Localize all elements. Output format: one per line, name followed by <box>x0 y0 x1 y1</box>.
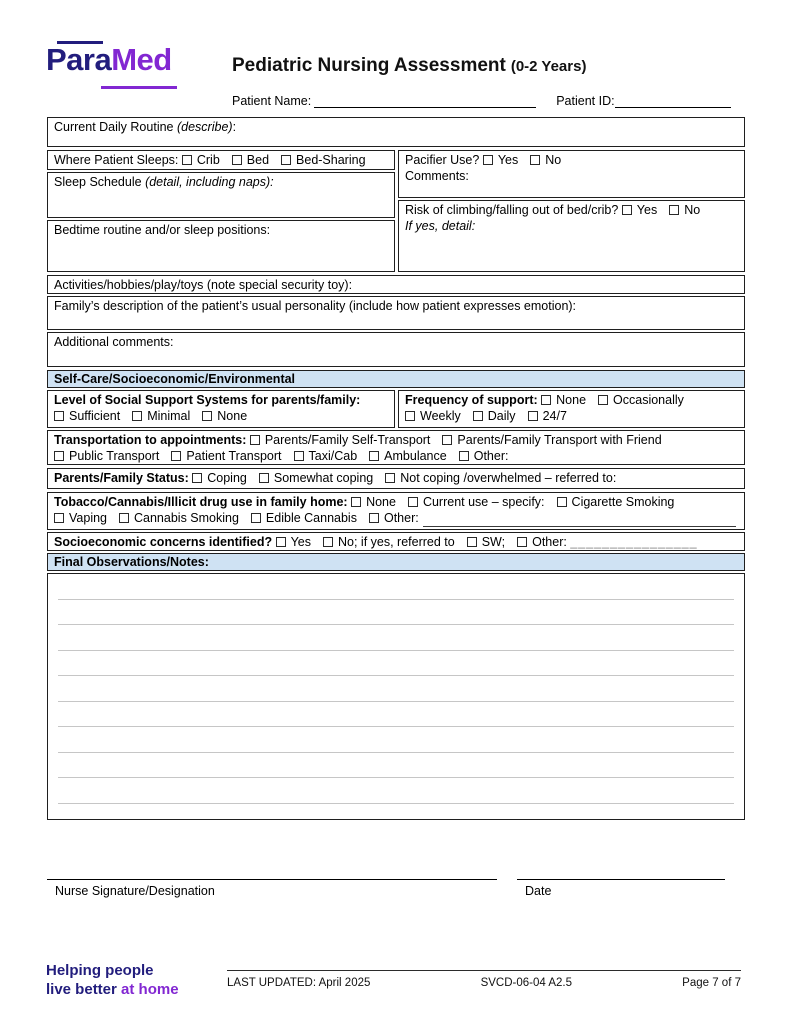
checkbox-option <box>276 535 311 549</box>
paramed-logo <box>46 44 172 75</box>
checkbox[interactable] <box>54 513 64 523</box>
checkbox[interactable] <box>530 155 540 165</box>
checkbox-option <box>541 393 586 407</box>
checkbox-label: Bed-Sharing <box>296 153 366 167</box>
patient-id-field[interactable] <box>615 95 731 108</box>
socioeconomic-label: Socioeconomic concerns identified? <box>54 535 273 549</box>
checkbox[interactable] <box>517 537 527 547</box>
checkbox-label: Parents/Family Self-Transport <box>264 433 431 447</box>
checkbox[interactable] <box>251 513 261 523</box>
nurse-signature-label: Nurse Signature/Designation <box>55 884 215 898</box>
family-description-cell[interactable] <box>47 296 745 330</box>
checkbox[interactable] <box>473 411 483 421</box>
checkbox-option <box>369 449 447 463</box>
notes-ruled-line <box>58 727 734 753</box>
notes-ruled-line <box>58 625 734 651</box>
tagline-line2-purple: at home <box>121 980 179 998</box>
checkbox-label: No; if yes, referred to <box>338 535 455 549</box>
final-notes-section-header <box>47 553 745 571</box>
checkbox[interactable] <box>54 451 64 461</box>
date-label: Date <box>525 884 552 898</box>
checkbox-label: Ambulance <box>384 449 447 464</box>
daily-routine-label: Current Daily Routine <box>54 120 174 134</box>
tagline-line2 <box>46 981 179 1000</box>
patient-name-label: Patient Name: <box>232 94 312 108</box>
checkbox-label: Public Transport <box>69 449 160 464</box>
checkbox-label: Vaping <box>69 511 107 526</box>
checkbox-label: Edible Cannabis <box>265 511 357 526</box>
checkbox-label: Other: <box>473 449 509 464</box>
support-frequency-label: Frequency of support: <box>405 393 538 407</box>
notes-ruled-line <box>58 702 734 728</box>
sleep-section <box>47 150 745 272</box>
checkbox-option <box>119 511 239 525</box>
patient-name-field[interactable] <box>314 95 536 108</box>
support-left-column <box>47 390 395 428</box>
checkbox[interactable] <box>442 435 452 445</box>
checkbox-label: Not coping /overwhelmed – referred to: <box>400 471 617 485</box>
where-sleeps-label: Where Patient Sleeps: <box>54 153 179 167</box>
socioeconomic-options <box>276 535 567 549</box>
checkbox-option <box>405 409 461 423</box>
checkbox-label: Taxi/Cab <box>308 449 358 464</box>
daily-routine-hint: (describe) <box>176 120 233 134</box>
activities-label: Activities/hobbies/play/toys (note special security toy): <box>54 278 353 292</box>
checkbox-label: None <box>366 495 396 509</box>
pacifier-options <box>483 153 561 167</box>
logo-text-para: Para <box>46 42 112 77</box>
tobacco-cell <box>47 492 745 530</box>
checkbox-option <box>369 511 419 525</box>
checkbox[interactable] <box>250 435 260 445</box>
support-level-options <box>54 409 247 423</box>
checkbox-option <box>408 495 545 509</box>
checkbox-label: None <box>217 409 248 424</box>
checkbox[interactable] <box>669 205 679 215</box>
checkbox-label: Yes <box>497 153 519 167</box>
support-level-cell <box>47 390 395 428</box>
checkbox-option <box>54 511 107 525</box>
checkbox-label: Coping <box>207 471 247 485</box>
checkbox[interactable] <box>202 411 212 421</box>
footer-info-row <box>227 977 741 989</box>
checkbox-option <box>54 409 120 423</box>
footer-last-updated: LAST UPDATED: April 2025 <box>227 977 371 989</box>
bedtime-routine-label: Bedtime routine and/or sleep positions: <box>54 223 271 237</box>
checkbox-option <box>323 535 455 549</box>
checkbox-option <box>132 409 190 423</box>
sleep-schedule-label: Sleep Schedule <box>54 175 142 189</box>
climb-risk-options <box>622 203 700 217</box>
checkbox[interactable] <box>132 411 142 421</box>
checkbox-option <box>294 449 358 463</box>
patient-id-label: Patient ID: <box>556 94 615 108</box>
checkbox-label: Bed <box>246 153 270 167</box>
colon: : <box>232 120 237 134</box>
where-sleeps-cell <box>47 150 395 170</box>
checkbox-label: Patient Transport <box>186 449 282 464</box>
checkbox-label: No <box>545 153 562 167</box>
checkbox[interactable] <box>467 537 477 547</box>
checkbox-label: Other: <box>383 511 419 526</box>
checkbox-option <box>483 153 518 167</box>
checkbox-label: Parents/Family Transport with Friend <box>457 433 662 447</box>
checkbox-option <box>385 471 616 485</box>
checkbox[interactable] <box>369 451 379 461</box>
checkbox[interactable] <box>276 537 286 547</box>
checkbox[interactable] <box>459 451 469 461</box>
footer-doc-code: SVCD-06-04 A2.5 <box>480 977 572 989</box>
page-title <box>232 55 586 77</box>
transportation-cell <box>47 430 745 465</box>
socioeconomic-other-field[interactable]: ________________ <box>570 535 698 549</box>
checkbox[interactable] <box>385 473 395 483</box>
assessment-form <box>47 117 745 820</box>
tobacco-options-line1 <box>351 495 674 509</box>
daily-routine-cell[interactable] <box>47 117 745 147</box>
checkbox-option <box>171 449 281 463</box>
footer-tagline <box>46 962 179 1000</box>
checkbox-label: Yes <box>290 535 311 549</box>
tobacco-label: Tobacco/Cannabis/Illicit drug use in family home: <box>54 495 348 509</box>
tobacco-other-field[interactable] <box>423 514 736 527</box>
checkbox[interactable] <box>294 451 304 461</box>
selfcare-section-header <box>47 370 745 388</box>
checkbox-option <box>528 409 567 423</box>
climb-risk-detail-hint: If yes, detail: <box>405 219 476 234</box>
checkbox[interactable] <box>259 473 269 483</box>
checkbox-option <box>467 535 505 549</box>
selfcare-section-title: Self-Care/Socioeconomic/Environmental <box>54 372 296 386</box>
checkbox[interactable] <box>281 155 291 165</box>
checkbox-label: Minimal <box>147 409 191 424</box>
checkbox-option <box>251 511 357 525</box>
support-section <box>47 390 745 428</box>
notes-ruled-line <box>58 753 734 779</box>
support-level-label: Level of Social Support Systems for parents/family: <box>54 393 361 407</box>
checkbox[interactable] <box>557 497 567 507</box>
nurse-signature-line[interactable] <box>47 879 497 880</box>
checkbox-option <box>250 433 431 447</box>
checkbox[interactable] <box>54 411 64 421</box>
footer-page-number: Page 7 of 7 <box>682 977 741 989</box>
family-status-cell <box>47 468 745 489</box>
checkbox-option <box>259 471 373 485</box>
checkbox-label: Daily <box>487 409 516 424</box>
checkbox-option <box>473 409 516 423</box>
checkbox[interactable] <box>528 411 538 421</box>
checkbox[interactable] <box>192 473 202 483</box>
final-notes-title: Final Observations/Notes: <box>54 555 209 569</box>
checkbox-label: Somewhat coping <box>273 471 374 485</box>
additional-comments-cell[interactable] <box>47 332 745 367</box>
checkbox-option <box>351 495 396 509</box>
checkbox-option <box>530 153 561 167</box>
checkbox[interactable] <box>622 205 632 215</box>
tagline-line1: Helping people <box>46 962 154 979</box>
checkbox-label: Weekly <box>420 409 461 424</box>
sleep-left-column <box>47 150 395 272</box>
notes-ruled-line <box>58 600 734 626</box>
checkbox-option <box>557 495 675 509</box>
logo-bottom-line <box>101 86 177 89</box>
pacifier-comments-label: Comments: <box>405 169 469 184</box>
date-line[interactable] <box>517 879 725 880</box>
tobacco-options-line2 <box>54 510 419 526</box>
checkbox[interactable] <box>232 155 242 165</box>
notes-ruled-line <box>58 651 734 677</box>
additional-comments-label: Additional comments: <box>54 335 174 349</box>
where-sleeps-options <box>182 153 366 167</box>
checkbox-option <box>54 449 159 463</box>
family-status-options <box>192 471 616 485</box>
checkbox[interactable] <box>408 497 418 507</box>
checkbox-label: Sufficient <box>69 409 121 424</box>
checkbox-option <box>442 433 661 447</box>
checkbox-option <box>232 153 269 167</box>
checkbox[interactable] <box>369 513 379 523</box>
checkbox[interactable] <box>119 513 129 523</box>
notes-ruled-line <box>58 676 734 702</box>
climb-risk-label: Risk of climbing/falling out of bed/crib? <box>405 203 619 217</box>
pacifier-cell[interactable] <box>398 150 745 198</box>
final-notes-area[interactable] <box>47 573 745 820</box>
sleep-schedule-hint: (detail, including naps): <box>145 175 274 189</box>
socioeconomic-cell <box>47 532 745 551</box>
checkbox-option <box>192 471 247 485</box>
sleep-schedule-cell[interactable] <box>47 172 395 218</box>
family-description-label: Family’s description of the patient’s usual personality (include how patient expresses emotion): <box>54 299 577 313</box>
checkbox[interactable] <box>182 155 192 165</box>
page-title-suffix: (0-2 Years) <box>510 58 587 75</box>
checkbox-option <box>669 203 700 217</box>
checkbox[interactable] <box>598 395 608 405</box>
support-frequency-cell <box>398 390 745 428</box>
patient-info-row <box>232 94 731 108</box>
checkbox[interactable] <box>323 537 333 547</box>
checkbox-label: Occasionally <box>613 393 684 407</box>
checkbox-option <box>517 535 567 549</box>
checkbox-label: 24/7 <box>542 409 567 424</box>
checkbox-label: Current use – specify: <box>422 495 545 509</box>
footer-divider-line <box>227 970 741 971</box>
checkbox[interactable] <box>171 451 181 461</box>
checkbox-option <box>182 153 220 167</box>
checkbox[interactable] <box>351 497 361 507</box>
checkbox-option <box>598 393 684 407</box>
checkbox-label: Cigarette Smoking <box>571 495 675 509</box>
bedtime-routine-cell[interactable] <box>47 220 395 272</box>
logo-text-med: Med <box>111 42 172 77</box>
family-status-label: Parents/Family Status: <box>54 471 189 485</box>
checkbox-label: Other: <box>532 535 567 549</box>
pacifier-label: Pacifier Use? <box>405 153 480 167</box>
support-right-column <box>398 390 745 428</box>
checkbox[interactable] <box>405 411 415 421</box>
checkbox-label: SW; <box>481 535 506 549</box>
transportation-label: Transportation to appointments: <box>54 433 247 447</box>
checkbox-option <box>622 203 657 217</box>
checkbox-option <box>459 449 509 463</box>
checkbox-option <box>202 409 247 423</box>
notes-ruled-line <box>58 574 734 600</box>
checkbox-label: None <box>556 393 587 407</box>
checkbox-label: Cannabis Smoking <box>134 511 239 526</box>
activities-cell[interactable] <box>47 275 745 294</box>
climb-risk-cell[interactable] <box>398 200 745 272</box>
checkbox[interactable] <box>541 395 551 405</box>
notes-ruled-line <box>58 778 734 804</box>
checkbox-label: Yes <box>636 203 658 217</box>
tagline-line2-navy: live better <box>46 980 122 998</box>
checkbox-label: No <box>684 203 701 217</box>
checkbox-option <box>281 153 366 167</box>
page-title-main: Pediatric Nursing Assessment <box>232 55 506 76</box>
sleep-right-column <box>398 150 745 272</box>
checkbox-label: Crib <box>196 153 220 167</box>
checkbox[interactable] <box>483 155 493 165</box>
